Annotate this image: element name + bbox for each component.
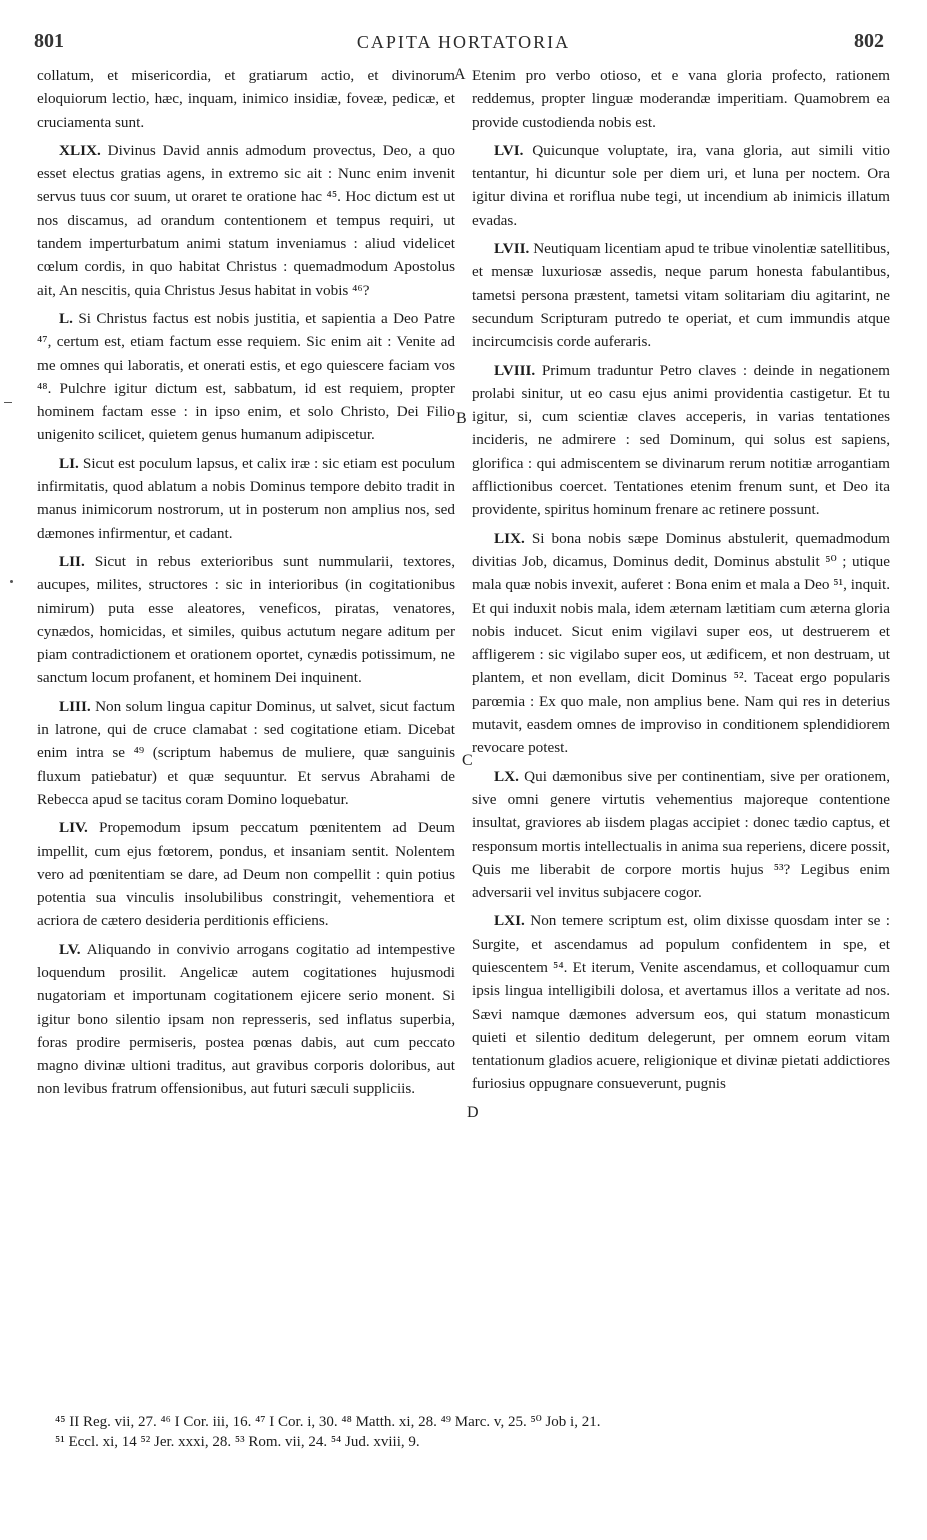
paragraph-text: Non temere scriptum est, olim dixisse quosdam inter se : Surgite, et ascendamus ad populum confidentem in spe, et quiescentem ⁵⁴. Et iterum, Venite ascendamus, et colloquamur cum ipsis lingua intelligibili dolosa, et avertamus illos a veritate ad nos. Sævi namque dæmones adversum eos, qui statum monasticum quieti et silentio deditum delegerunt, per omnem eorum vitam tentationum gladios acuere, religionique et divinæ pietati addictiores furiosius oppugnare consueverunt, pugnis [472,912,890,1093]
paragraph [37,550,455,690]
paragraph-text: Non solum lingua capitur Dominus, ut salvet, sicut factum in latrone, qui de cruce clamabat : sed cogitatione etiam. Dicebat enim intra se ⁴⁹ (scriptum habemus de muliere, quæ sanguinis fluxum patiebatur) et quæ sequuntur. Et servus Abrahami de Rebecca apud se tacitus coram Domino loquebatur. [37,697,456,808]
paragraph [472,527,890,760]
text-column-left [37,64,455,1106]
paragraph [37,139,455,302]
paragraph [472,64,890,134]
chapter-number: LIX. [494,529,525,547]
text-column-right [472,64,890,1101]
paragraph [37,816,455,932]
paragraph [472,765,890,905]
paragraph-text: Sicut est poculum lapsus, et calix iræ : sic etiam est poculum infirmitatis, quod ablatum a nobis Dominus tempore debito tradit in manus inimicorum nostrorum, ut in posterum non amplius nos, sed dæmones infirmentur, et cadant. [37,454,456,542]
paragraph-text: Divinus David annis admodum provectus, Deo, a quo esset electus gratias agens, in extremo sic ait : Nunc enim invenit servus tuus cor suum, ut oraret te oratione hac ⁴⁵. Hoc dictum est ut nos discamus, ad orandum contentionem et tempus requiri, ut tandem imperturbatum animi statum inveniamus : aliud videlicet cœlum cordis, in quo habitat Christus : quemadmodum Apostolus ait, An nescitis, quia Christus Jesus habitat in vobis ⁴⁶? [37,141,455,299]
margin-mark [10,580,13,583]
paragraph [472,359,890,522]
margin-letter-c: C [462,752,473,769]
chapter-number: XLIX. [59,141,101,159]
footnotes [55,1412,905,1452]
paragraph [37,938,455,1101]
paragraph-text: Si Christus factus est nobis justitia, et sapientia a Deo Patre ⁴⁷, certum est, etiam factum esse requiem. Sic enim ait : Venite ad me omnes qui laboratis, et onerati estis, et ego quiescere faciam vos ⁴⁸. Pulchre igitur dictum est, sabbatum, id est requiem, propter hominem factam esse : in ipso enim, et solo Christo, Dei Filio unigenito scilicet, quietem genus humanum adipiscetur. [37,309,455,444]
chapter-number: LVIII. [494,361,536,379]
page-number-left: 801 [34,30,64,52]
paragraph-text: Sicut in rebus exterioribus sunt nummularii, textores, aucupes, milites, structores : sic in interioribus (in cogitationibus nimirum) puta esse aleatores, veneficos, piratas, venatores, cynædos, homicidas, et similes, quibus actutum negare aditum per piam contradictionem et orationem oportet, cynædis potissimum, ne sanctum locum profanent, et hominem Dei inquinent. [37,552,456,687]
paragraph [37,695,455,811]
margin-letter-d: D [467,1104,479,1121]
chapter-number: LII. [59,552,85,570]
footnote-line: ⁵¹ Eccl. xi, 14 ⁵² Jer. xxxi, 28. ⁵³ Rom. vii, 24. ⁵⁴ Jud. xviii, 9. [55,1434,420,1450]
chapter-number: LVI. [494,141,524,159]
chapter-number: LX. [494,767,519,785]
paragraph-text: Propemodum ipsum peccatum pœnitentem ad Deum impellit, cum ejus fœtorem, pondus, et insaniam sentit. Nolentem vero ad pœnitentiam se dare, ad Deum non compellit : quin potius potentia sua vinculis insolubilibus constringit, vehementiora et acriora de cætero desideria perditionis efficiens. [37,819,455,930]
paragraph-text: Etenim pro verbo otioso, et e vana gloria profecto, rationem reddemus, propter linguæ moderandæ imperitiam. Quamobrem ea provide custodienda nobis est. [472,67,890,131]
chapter-number: LXI. [494,912,525,930]
running-title: CAPITA HORTATORIA [356,32,571,52]
paragraph [37,452,455,545]
chapter-number: L. [59,309,73,327]
paragraph-text: Primum traduntur Petro claves : deinde in negationem prolabi sinitur, ut eo casu ejus animi providentia castigetur. Et tu igitur, si, cum scientiæ claves acceperis, in varias tentationes incideris, ne admirere : sed Dominum, qui solus est sapiens, glorifica : qui admiscentem se divinarum rerum notitiæ arrogantiam afflictionibus coercet. Tentationes etenim frenum sunt, et Deo ita providente, spiritus hominum frenare ac retinere possunt. [472,361,890,519]
paragraph-text: Quicunque voluptate, ira, vana gloria, aut simili vitio tentantur, hi dicuntur sole per diem uri, et luna per noctem. Ora igitur divina et roriflua nube tegi, ut incendium ab inimicis illatum evadas. [472,141,890,229]
paragraph [37,307,455,447]
paragraph [37,64,455,134]
paragraph-text: Aliquando in convivio arrogans cogitatio ad intempestive loquendum prosilit. Angelicæ autem cogitationes hujusmodi nugatoriam et importunam cogitationem ejicere serio monent. Si igitur bono silentio ipsam non represseris, sed inflatus superbia, foras prodire permiseris, postea pœnas dabis, aut cum peccato magno divinæ ultioni traditus, aut gravibus corporis doloribus, aut non levibus fratrum offensionibus, aut futuri sæculi suppliciis. [37,940,455,1098]
chapter-number: LV. [59,940,81,958]
margin-letter-b: B [456,410,467,427]
chapter-number: LVII. [494,240,530,258]
chapter-number: LI. [59,454,79,472]
paragraph [472,237,890,353]
footnote-line: ⁴⁵ II Reg. vii, 27. ⁴⁶ I Cor. iii, 16. ⁴⁷ I Cor. i, 30. ⁴⁸ Matth. xi, 28. ⁴⁹ Marc. v, 25. ⁵⁰ Job i, 21. [55,1414,601,1430]
paragraph-text: Qui dæmonibus sive per continentiam, sive per orationem, sive omni genere virtutis vehementius majoreque contentione insultat, graviores ab iisdem plagas accipiet : donec tædio captus, et responsum mortis intellectualis in anima sua reperiens, dicere possit, Quis me liberabit de corpore mortis hujus ⁵³? Legibus enim adversarii vel invitus subjacere cogor. [472,767,890,902]
margin-letter-a: A [454,66,466,83]
chapter-number: LIV. [59,819,88,837]
page-number-right: 802 [854,30,884,52]
paragraph-text: Si bona nobis sæpe Dominus abstulerit, quemadmodum divitias Job, dicamus, Dominus dedit, Dominus abstulit ⁵⁰ ; utique mala quæ nobis invexit, auferet : Bona enim et mala a Deo ⁵¹, inquit. Et qui induxit nobis mala, idem æternam lætitiam cum æterna gloria nobis inducet. Sicut enim vigilavi super eos, ut destruerem et affligerem : sic vigilabo super eos, ut ædificem, et non destruam, ut plantem, et non evellam, dicit Dominus ⁵². Taceat ergo popularis parœmia : Ex quo male, non amplius bene. Nam qui res in deterius mutavit, easdem omnes de improviso in conditionem splendidiorem revocare potest. [472,529,890,757]
paragraph-text: Neutiquam licentiam apud te tribue vinolentiæ satellitibus, et mensæ luxuriosæ assedis, neque parum honesta fabulantibus, tametsi persona præstent, tametsi vitam solitariam diu agitarint, ne secundum Scripturam putredo te operiat, et cum immundis atque incircumcisis corde auferaris. [472,240,891,351]
paragraph [472,909,890,1095]
paragraph [472,139,890,232]
margin-mark [4,402,12,403]
chapter-number: LIII. [59,697,91,715]
paragraph-text: collatum, et misericordia, et gratiarum actio, et divinorum eloquiorum lectio, hæc, inquam, inimico insidiæ, foveæ, pedicæ, et cruciamenta sunt. [37,67,455,131]
